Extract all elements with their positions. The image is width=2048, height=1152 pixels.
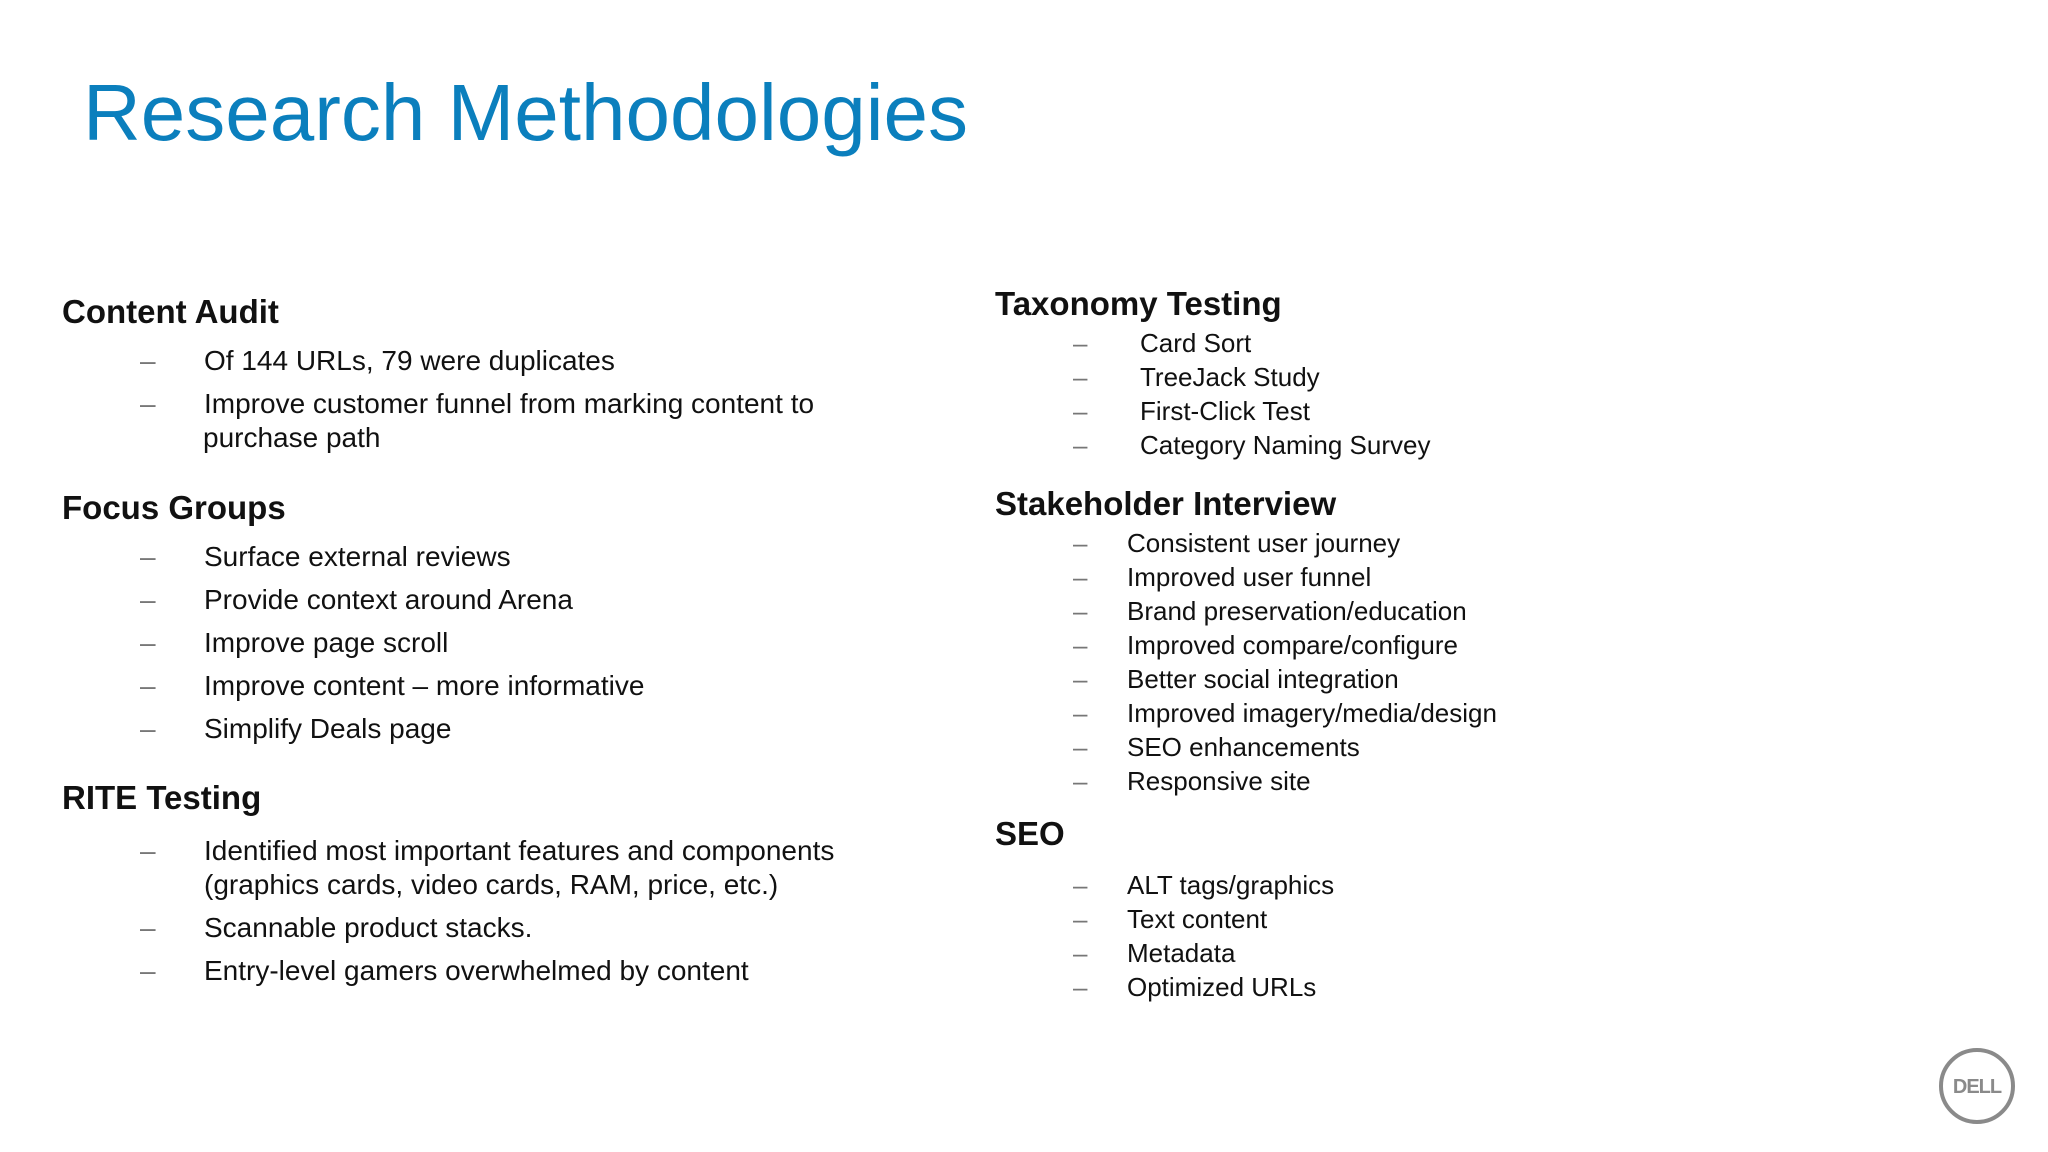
- bullet-list: [995, 326, 1430, 462]
- bullet-list: [62, 834, 834, 988]
- list-item: [995, 360, 1430, 394]
- section-stakeholder-interview: [995, 484, 1497, 798]
- section-heading: Taxonomy Testing: [995, 285, 1282, 322]
- section-rite-testing: [62, 778, 834, 997]
- list-item: [995, 696, 1497, 730]
- list-item: [62, 344, 814, 378]
- list-item-text: Scannable product stacks.: [204, 911, 533, 943]
- list-item: [62, 669, 644, 703]
- section-heading: Focus Groups: [62, 489, 286, 526]
- list-item-text: TreeJack Study: [1140, 361, 1320, 392]
- list-item-text: Brand preservation/education: [1127, 595, 1467, 626]
- bullet-list: [62, 344, 814, 455]
- list-item: [62, 387, 814, 421]
- list-item-text: Optimized URLs: [1127, 971, 1317, 1002]
- list-item-text: Improved compare/configure: [1127, 629, 1458, 660]
- list-item-continuation: [62, 421, 814, 455]
- list-item-text: ALT tags/graphics: [1127, 869, 1335, 900]
- dash-bullet-icon: –: [1073, 731, 1088, 762]
- list-item: [62, 954, 834, 988]
- list-item-text: purchase path: [203, 421, 381, 453]
- bullet-list: [62, 540, 644, 746]
- bullet-list: [995, 526, 1497, 798]
- dell-logo-icon: [1937, 1046, 2017, 1126]
- section-heading: Stakeholder Interview: [995, 485, 1337, 522]
- dash-bullet-icon: –: [1073, 869, 1088, 900]
- list-item: [62, 540, 644, 574]
- list-item-text: Card Sort: [1140, 327, 1252, 358]
- list-item-continuation: [62, 868, 834, 902]
- dash-bullet-icon: –: [140, 626, 156, 658]
- dash-bullet-icon: –: [140, 344, 156, 376]
- list-item-text: Of 144 URLs, 79 were duplicates: [204, 344, 615, 376]
- list-item: [995, 970, 1334, 1004]
- dash-bullet-icon: –: [1073, 561, 1088, 592]
- dash-bullet-icon: –: [140, 954, 156, 986]
- list-item-text: Provide context around Arena: [204, 583, 573, 615]
- list-item: [995, 902, 1334, 936]
- dash-bullet-icon: –: [1073, 395, 1088, 426]
- list-item: [995, 326, 1430, 360]
- list-item: [62, 834, 834, 868]
- list-item-text: Responsive site: [1127, 765, 1311, 796]
- list-item: [62, 911, 834, 945]
- list-item: [995, 868, 1334, 902]
- dash-bullet-icon: –: [1073, 327, 1088, 358]
- dash-bullet-icon: –: [140, 540, 156, 572]
- dash-bullet-icon: –: [1073, 361, 1088, 392]
- list-item-text: Simplify Deals page: [204, 712, 452, 744]
- section-content-audit: [62, 292, 814, 464]
- list-item: [995, 730, 1497, 764]
- list-item-text: Entry-level gamers overwhelmed by content: [204, 954, 749, 986]
- dash-bullet-icon: –: [1073, 429, 1088, 460]
- dash-bullet-icon: –: [140, 387, 156, 419]
- list-item-text: Metadata: [1127, 937, 1236, 968]
- list-item-text: Improve content – more informative: [204, 669, 645, 701]
- section-heading: SEO: [995, 815, 1065, 852]
- dash-bullet-icon: –: [1073, 937, 1088, 968]
- dash-bullet-icon: –: [140, 669, 156, 701]
- list-item: [995, 560, 1497, 594]
- dash-bullet-icon: –: [1073, 697, 1088, 728]
- dash-bullet-icon: –: [1073, 765, 1088, 796]
- list-item: [995, 526, 1497, 560]
- list-item: [995, 662, 1497, 696]
- list-item-text: Text content: [1127, 903, 1268, 934]
- list-item-text: Better social integration: [1127, 663, 1399, 694]
- list-item-text: Category Naming Survey: [1140, 429, 1431, 460]
- dash-bullet-icon: –: [140, 712, 156, 744]
- list-item-text: SEO enhancements: [1127, 731, 1360, 762]
- section-taxonomy-testing: [995, 284, 1430, 462]
- list-item-text: Identified most important features and components: [204, 834, 835, 866]
- dash-bullet-icon: –: [140, 834, 156, 866]
- dash-bullet-icon: –: [1073, 527, 1088, 558]
- list-item-text: Improved imagery/media/design: [1127, 697, 1497, 728]
- section-seo: [995, 814, 1334, 1004]
- list-item-text: Consistent user journey: [1127, 527, 1401, 558]
- list-item-text: First-Click Test: [1140, 395, 1310, 426]
- list-item: [62, 626, 644, 660]
- dash-bullet-icon: –: [1073, 629, 1088, 660]
- list-item: [62, 712, 644, 746]
- list-item: [995, 394, 1430, 428]
- list-item-text: Improved user funnel: [1127, 561, 1372, 592]
- dash-bullet-icon: –: [1073, 903, 1088, 934]
- list-item-text: (graphics cards, video cards, RAM, price, etc.): [204, 868, 779, 900]
- list-item-text: Surface external reviews: [204, 540, 511, 572]
- list-item: [995, 936, 1334, 970]
- list-item: [995, 428, 1430, 462]
- list-item-text: Improve customer funnel from marking content to: [204, 387, 815, 419]
- list-item: [995, 628, 1497, 662]
- section-focus-groups: [62, 488, 644, 755]
- dash-bullet-icon: –: [1073, 663, 1088, 694]
- dash-bullet-icon: –: [1073, 971, 1088, 1002]
- dash-bullet-icon: –: [140, 911, 156, 943]
- logo-text: DELL: [1952, 1076, 2002, 1098]
- list-item-text: Improve page scroll: [204, 626, 449, 658]
- section-heading: Content Audit: [62, 293, 279, 330]
- list-item: [995, 594, 1497, 628]
- list-item: [995, 764, 1497, 798]
- bullet-list: [995, 868, 1334, 1004]
- dash-bullet-icon: –: [140, 583, 156, 615]
- section-heading: RITE Testing: [62, 779, 262, 816]
- dash-bullet-icon: –: [1073, 595, 1088, 626]
- list-item: [62, 583, 644, 617]
- slide-title: Research Methodologies: [83, 68, 968, 157]
